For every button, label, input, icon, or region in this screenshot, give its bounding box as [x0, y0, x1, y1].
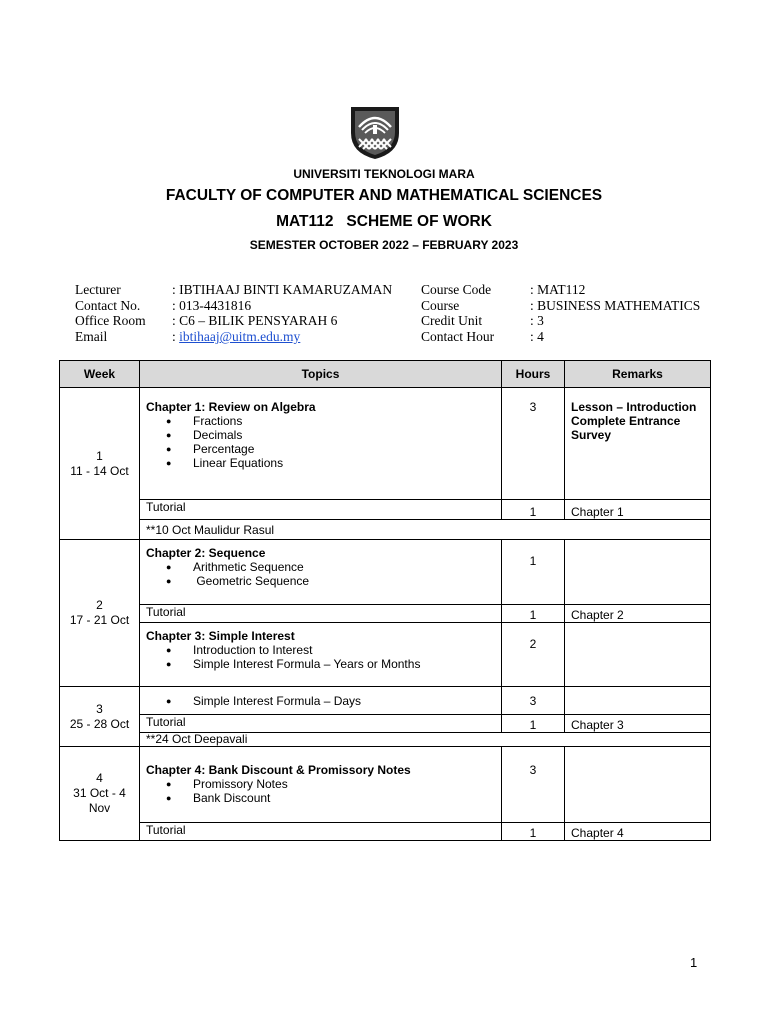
topic-list	[146, 643, 495, 671]
tutorial-remarks: Chapter 4	[565, 823, 711, 841]
table-row	[60, 715, 711, 733]
email-link[interactable]: ibtihaaj@uitm.edu.my	[179, 329, 301, 345]
contact-hour-label: Contact Hour	[421, 329, 495, 345]
table-row	[60, 623, 711, 687]
col-header-remarks: Remarks	[565, 361, 711, 388]
hours-cell	[502, 623, 565, 687]
credit-unit-value: : 3	[530, 313, 544, 329]
table-row	[60, 823, 711, 841]
table-row	[60, 540, 711, 605]
course-code-label: Course Code	[421, 282, 492, 297]
list-item: ● Geometric Sequence	[166, 574, 495, 588]
topic-cell	[140, 747, 502, 823]
topic-list	[146, 777, 495, 805]
table-row	[60, 747, 711, 823]
week-cell	[60, 747, 140, 841]
week-dates: 25 - 28 Oct	[69, 716, 130, 731]
tutorial-hours: 1	[502, 605, 565, 623]
list-item: ● Simple Interest Formula – Years or Months	[166, 657, 495, 671]
week-cell	[60, 388, 140, 540]
tutorial-hours: 1	[502, 823, 565, 841]
semester-title: SEMESTER OCTOBER 2022 – FEBRUARY 2023	[249, 238, 519, 252]
tutorial-cell: Tutorial	[140, 823, 502, 841]
list-item: ● Bank Discount	[166, 791, 495, 805]
topic-list	[146, 414, 495, 470]
holiday-note: **10 Oct Maulidur Rasul	[140, 520, 711, 540]
list-item: ● Arithmetic Sequence	[166, 560, 495, 574]
table-row	[60, 388, 711, 500]
contact-label: Contact No.	[75, 297, 141, 313]
week-dates: 17 - 21 Oct	[69, 613, 130, 627]
list-item: ● Decimals	[166, 428, 495, 442]
col-header-hours: Hours	[502, 361, 565, 388]
table-row	[60, 733, 711, 747]
week-dates: 31 Oct - 4 Nov	[73, 786, 126, 815]
remarks-cell	[565, 687, 711, 715]
list-item: ● Introduction to Interest	[166, 643, 495, 657]
tutorial-remarks: Chapter 3	[565, 715, 711, 733]
hours-value: 3	[529, 400, 537, 414]
info-labels-right	[421, 282, 494, 345]
week-number: 3	[96, 701, 103, 716]
course-value: : BUSINESS MATHEMATICS	[530, 297, 701, 313]
topic-cell	[140, 388, 502, 500]
tutorial-hours: 1	[502, 500, 565, 520]
credit-unit-label: Credit Unit	[421, 313, 483, 329]
list-item: ● Promissory Notes	[166, 777, 495, 791]
page-number: 1	[690, 955, 698, 970]
email-value-row	[172, 329, 392, 345]
email-prefix: :	[172, 329, 176, 345]
table-row	[60, 520, 711, 540]
uitm-logo	[347, 103, 403, 161]
table-header-row	[60, 361, 711, 388]
contact-value: : 013-4431816	[172, 297, 252, 313]
scheme-of-work-table	[59, 360, 711, 841]
course-code-value: : MAT112	[530, 282, 586, 297]
topic-list	[146, 694, 495, 708]
tutorial-hours: 1	[502, 715, 565, 733]
course-label: Course	[421, 297, 460, 313]
hours-value: 1	[529, 554, 537, 568]
contact-hour-value: : 4	[530, 329, 544, 345]
hours-value: 2	[529, 637, 537, 651]
remarks-cell	[565, 623, 711, 687]
table-row	[60, 687, 711, 715]
list-item: ● Percentage	[166, 442, 495, 456]
table-row	[60, 605, 711, 623]
col-header-week: Week	[60, 361, 140, 388]
course-scheme-title: MAT112 SCHEME OF WORK	[276, 213, 492, 230]
tutorial-remarks: Chapter 2	[565, 605, 711, 623]
chapter-title: Chapter 4: Bank Discount & Promissory Notes	[146, 763, 411, 777]
chapter-title: Chapter 3: Simple Interest	[146, 629, 295, 643]
topic-cell	[140, 540, 502, 605]
topic-cell	[140, 623, 502, 687]
list-item: ● Simple Interest Formula – Days	[166, 694, 495, 708]
remarks-cell	[565, 747, 711, 823]
chapter-title: Chapter 2: Sequence	[146, 546, 266, 560]
week-dates: 11 - 14 Oct	[70, 463, 129, 478]
faculty-name: FACULTY OF COMPUTER AND MATHEMATICAL SCIENCES	[165, 187, 603, 204]
lecturer-value: : IBTIHAAJ BINTI KAMARUZAMAN	[172, 282, 393, 297]
hours-cell	[502, 747, 565, 823]
week-number: 4	[96, 771, 103, 785]
hours-cell	[502, 540, 565, 605]
holiday-note: **24 Oct Deepavali	[140, 733, 711, 747]
list-item: ● Fractions	[166, 414, 495, 428]
tutorial-remarks: Chapter 1	[565, 500, 711, 520]
info-labels-left	[75, 282, 146, 345]
remarks-cell	[565, 540, 711, 605]
hours-cell	[502, 388, 565, 500]
week-cell	[60, 540, 140, 687]
list-item: ● Linear Equations	[166, 456, 495, 470]
email-label: Email	[75, 329, 108, 345]
chapter-title: Chapter 1: Review on Algebra	[146, 400, 316, 414]
col-header-topics: Topics	[140, 361, 502, 388]
hours-value: 3	[529, 763, 537, 777]
remarks-cell	[565, 388, 711, 500]
remarks-text: Lesson – Introduction Complete Entrance Survey	[571, 400, 697, 442]
week-cell	[60, 687, 140, 747]
topic-cell	[140, 687, 502, 715]
info-values-left	[172, 282, 392, 345]
university-name: UNIVERSITI TEKNOLOGI MARA	[293, 167, 475, 181]
hours-value: 3	[502, 687, 565, 715]
tutorial-cell: Tutorial	[140, 500, 502, 520]
info-values-right	[530, 282, 700, 345]
office-label: Office Room	[75, 313, 146, 329]
topic-list	[146, 560, 495, 588]
table-row	[60, 500, 711, 520]
week-number: 1	[96, 448, 103, 463]
office-value: : C6 – BILIK PENSYARAH 6	[172, 313, 338, 329]
tutorial-cell: Tutorial	[140, 715, 502, 733]
lecturer-label: Lecturer	[75, 282, 121, 297]
tutorial-cell: Tutorial	[140, 605, 502, 623]
week-number: 2	[96, 598, 103, 612]
